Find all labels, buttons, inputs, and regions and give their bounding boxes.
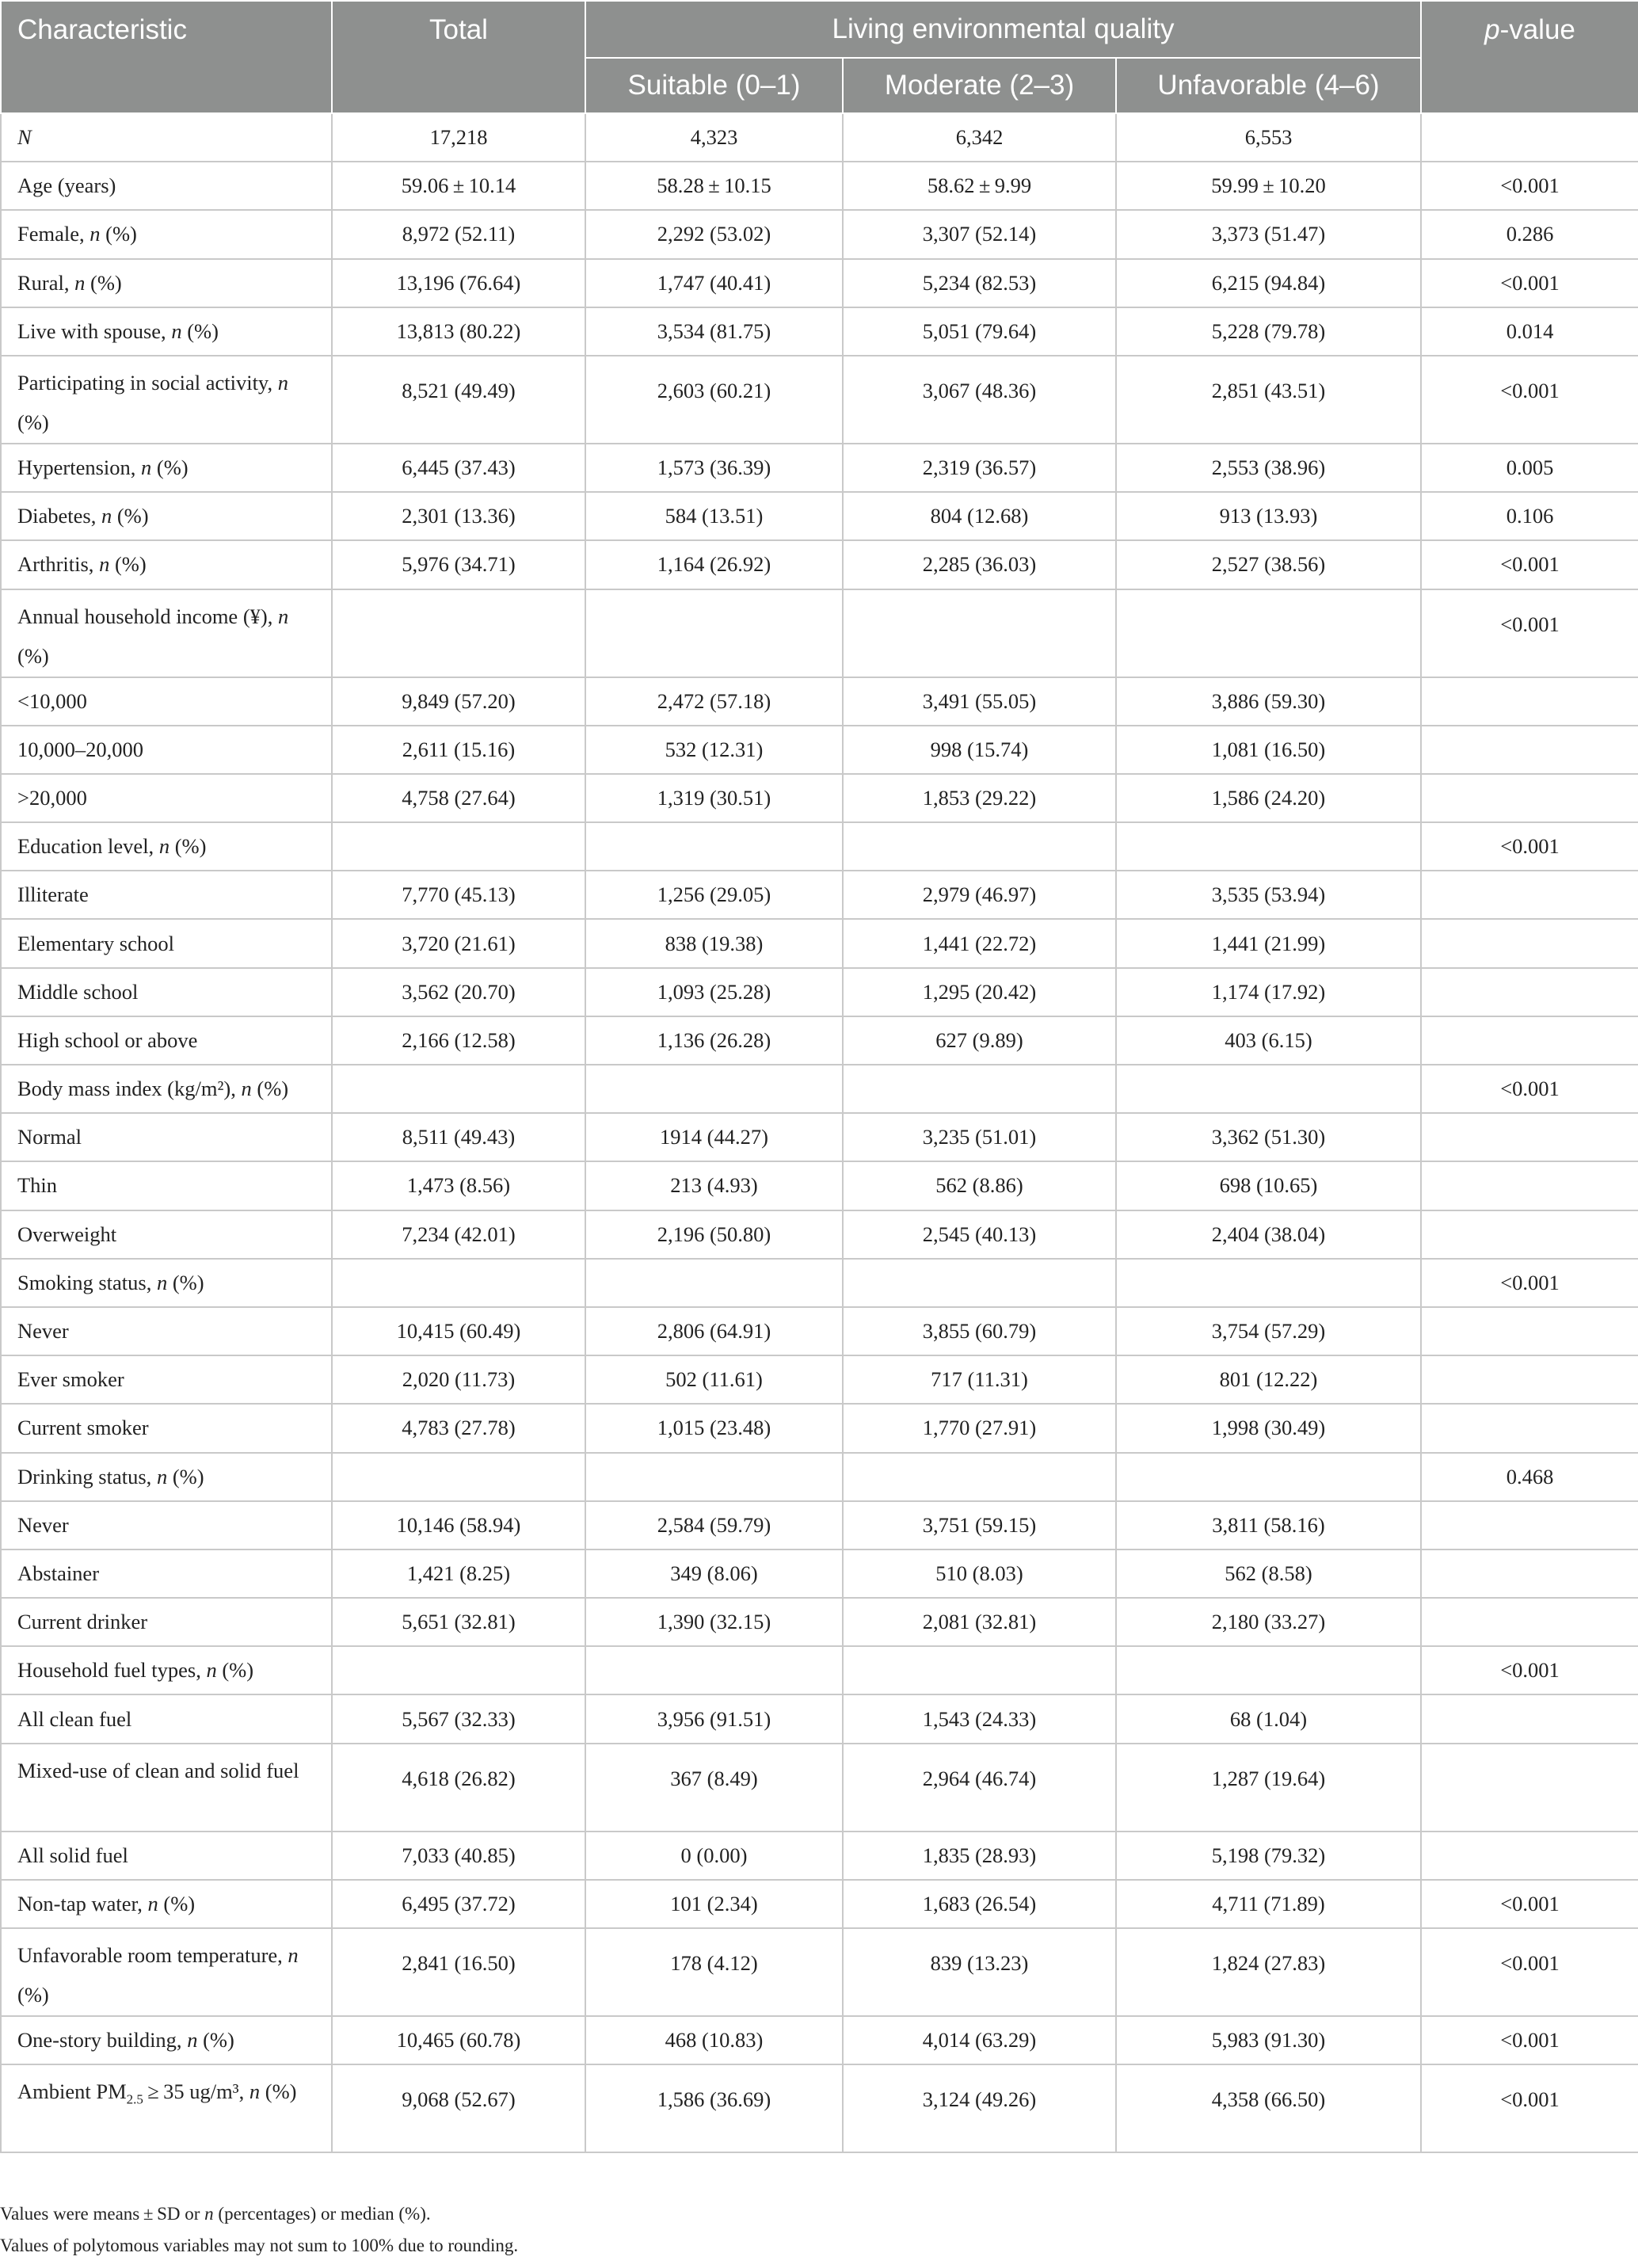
- table-row: [1, 1210, 1638, 1259]
- cell-unfavorable: 1,998 (30.49): [1116, 1404, 1421, 1452]
- cell-unfavorable: 59.99 ± 10.20: [1116, 162, 1421, 210]
- cell-unfavorable: 3,754 (57.29): [1116, 1307, 1421, 1355]
- table-row: [1, 1549, 1638, 1598]
- cell-total: 1,421 (8.25): [332, 1549, 585, 1598]
- cell-moderate: 2,285 (36.03): [843, 540, 1116, 589]
- header-characteristic: Characteristic: [1, 1, 332, 113]
- cell-total: [332, 822, 585, 871]
- cell-moderate: 510 (8.03): [843, 1549, 1116, 1598]
- table-row: [1, 871, 1638, 919]
- cell-unfavorable: 3,362 (51.30): [1116, 1113, 1421, 1161]
- cell-pvalue: [1421, 1016, 1638, 1065]
- cell-total: 8,521 (49.49): [332, 356, 585, 444]
- row-label: Mixed-use of clean and solid fuel: [1, 1744, 332, 1832]
- cell-unfavorable: 6,215 (94.84): [1116, 259, 1421, 307]
- table-row: [1, 259, 1638, 307]
- cell-suitable: [585, 1646, 843, 1694]
- table-row: [1, 726, 1638, 774]
- cell-total: 5,567 (32.33): [332, 1694, 585, 1743]
- cell-moderate: [843, 1065, 1116, 1113]
- cell-pvalue: [1421, 1744, 1638, 1832]
- cell-total: 4,618 (26.82): [332, 1744, 585, 1832]
- cell-moderate: 5,234 (82.53): [843, 259, 1116, 307]
- cell-unfavorable: 1,586 (24.20): [1116, 774, 1421, 822]
- cell-moderate: 2,081 (32.81): [843, 1598, 1116, 1646]
- row-label: Female, n (%): [1, 210, 332, 258]
- cell-moderate: 1,295 (20.42): [843, 968, 1116, 1016]
- cell-suitable: 1,319 (30.51): [585, 774, 843, 822]
- cell-unfavorable: [1116, 1065, 1421, 1113]
- table-row: [1, 2064, 1638, 2152]
- cell-suitable: 584 (13.51): [585, 492, 843, 540]
- cell-suitable: 1,390 (32.15): [585, 1598, 843, 1646]
- row-label: >20,000: [1, 774, 332, 822]
- cell-unfavorable: [1116, 1646, 1421, 1694]
- table-row: [1, 919, 1638, 967]
- cell-unfavorable: [1116, 1259, 1421, 1307]
- table-row: [1, 822, 1638, 871]
- cell-moderate: [843, 822, 1116, 871]
- cell-pvalue: [1421, 1355, 1638, 1404]
- cell-unfavorable: 2,851 (43.51): [1116, 356, 1421, 444]
- table-row: [1, 1694, 1638, 1743]
- table-row: [1, 1744, 1638, 1832]
- cell-suitable: 2,584 (59.79): [585, 1501, 843, 1549]
- cell-unfavorable: 5,983 (91.30): [1116, 2016, 1421, 2064]
- table-row: [1, 1161, 1638, 1210]
- cell-moderate: 998 (15.74): [843, 726, 1116, 774]
- cell-suitable: 2,806 (64.91): [585, 1307, 843, 1355]
- cell-unfavorable: 2,180 (33.27): [1116, 1598, 1421, 1646]
- table-row: [1, 1598, 1638, 1646]
- cell-moderate: [843, 1646, 1116, 1694]
- cell-suitable: 0 (0.00): [585, 1832, 843, 1880]
- table-row: [1, 1065, 1638, 1113]
- note-line: Values of polytomous variables may not sum to 100% due to rounding.: [0, 2236, 519, 2255]
- table-row: [1, 968, 1638, 1016]
- table-row: [1, 492, 1638, 540]
- row-label: Non-tap water, n (%): [1, 1880, 332, 1928]
- cell-unfavorable: 6,553: [1116, 113, 1421, 162]
- cell-pvalue: [1421, 1549, 1638, 1598]
- cell-pvalue: <0.001: [1421, 1646, 1638, 1694]
- cell-moderate: 1,543 (24.33): [843, 1694, 1116, 1743]
- row-label: Smoking status, n (%): [1, 1259, 332, 1307]
- cell-total: 10,146 (58.94): [332, 1501, 585, 1549]
- cell-suitable: 1,747 (40.41): [585, 259, 843, 307]
- cell-pvalue: [1421, 919, 1638, 967]
- cell-suitable: 502 (11.61): [585, 1355, 843, 1404]
- cell-total: 6,495 (37.72): [332, 1880, 585, 1928]
- cell-total: 1,473 (8.56): [332, 1161, 585, 1210]
- row-label: 10,000–20,000: [1, 726, 332, 774]
- cell-moderate: 1,835 (28.93): [843, 1832, 1116, 1880]
- cell-pvalue: <0.001: [1421, 540, 1638, 589]
- cell-total: 7,234 (42.01): [332, 1210, 585, 1259]
- row-label: High school or above: [1, 1016, 332, 1065]
- cell-pvalue: 0.014: [1421, 307, 1638, 356]
- cell-moderate: 1,683 (26.54): [843, 1880, 1116, 1928]
- cell-total: [332, 1453, 585, 1501]
- cell-unfavorable: 2,404 (38.04): [1116, 1210, 1421, 1259]
- row-label: Rural, n (%): [1, 259, 332, 307]
- header-unfavorable: Unfavorable (4–6): [1116, 58, 1421, 113]
- cell-suitable: 178 (4.12): [585, 1928, 843, 2016]
- cell-suitable: 1,136 (26.28): [585, 1016, 843, 1065]
- cell-total: [332, 1065, 585, 1113]
- table-row: [1, 444, 1638, 492]
- cell-moderate: 3,307 (52.14): [843, 210, 1116, 258]
- table-row: [1, 774, 1638, 822]
- cell-total: 17,218: [332, 113, 585, 162]
- cell-pvalue: <0.001: [1421, 356, 1638, 444]
- cell-total: 7,770 (45.13): [332, 871, 585, 919]
- cell-suitable: 1,586 (36.69): [585, 2064, 843, 2152]
- cell-suitable: 3,534 (81.75): [585, 307, 843, 356]
- cell-suitable: 2,603 (60.21): [585, 356, 843, 444]
- table-row: [1, 1501, 1638, 1549]
- cell-total: 8,511 (49.43): [332, 1113, 585, 1161]
- cell-total: [332, 1646, 585, 1694]
- table-row: [1, 1453, 1638, 1501]
- cell-total: 2,166 (12.58): [332, 1016, 585, 1065]
- header-moderate: Moderate (2–3): [843, 58, 1116, 113]
- note-line: Values were means ± SD or n (percentages) or median (%).: [0, 2204, 431, 2224]
- row-label: Annual household income (¥), n (%): [1, 589, 332, 677]
- row-label: Hypertension, n (%): [1, 444, 332, 492]
- cell-suitable: 1,015 (23.48): [585, 1404, 843, 1452]
- cell-unfavorable: 4,711 (71.89): [1116, 1880, 1421, 1928]
- cell-unfavorable: 5,228 (79.78): [1116, 307, 1421, 356]
- cell-pvalue: <0.001: [1421, 589, 1638, 677]
- cell-unfavorable: 913 (13.93): [1116, 492, 1421, 540]
- cell-pvalue: [1421, 1694, 1638, 1743]
- row-label: Normal: [1, 1113, 332, 1161]
- cell-unfavorable: 1,174 (17.92): [1116, 968, 1421, 1016]
- cell-unfavorable: 3,811 (58.16): [1116, 1501, 1421, 1549]
- cell-suitable: 58.28 ± 10.15: [585, 162, 843, 210]
- cell-pvalue: <0.001: [1421, 822, 1638, 871]
- cell-total: [332, 1259, 585, 1307]
- row-label: Body mass index (kg/m²), n (%): [1, 1065, 332, 1113]
- cell-moderate: 562 (8.86): [843, 1161, 1116, 1210]
- table-row: [1, 1259, 1638, 1307]
- table-row: [1, 307, 1638, 356]
- cell-suitable: 3,956 (91.51): [585, 1694, 843, 1743]
- table-row: [1, 589, 1638, 677]
- cell-suitable: 2,472 (57.18): [585, 677, 843, 726]
- cell-suitable: 349 (8.06): [585, 1549, 843, 1598]
- cell-unfavorable: 3,886 (59.30): [1116, 677, 1421, 726]
- row-label: Thin: [1, 1161, 332, 1210]
- cell-pvalue: <0.001: [1421, 2064, 1638, 2152]
- cell-total: 13,196 (76.64): [332, 259, 585, 307]
- cell-moderate: 1,770 (27.91): [843, 1404, 1116, 1452]
- row-label: Middle school: [1, 968, 332, 1016]
- cell-moderate: 4,014 (63.29): [843, 2016, 1116, 2064]
- cell-total: 59.06 ± 10.14: [332, 162, 585, 210]
- row-label: Illiterate: [1, 871, 332, 919]
- cell-unfavorable: 4,358 (66.50): [1116, 2064, 1421, 2152]
- cell-pvalue: [1421, 726, 1638, 774]
- cell-pvalue: 0.005: [1421, 444, 1638, 492]
- cell-moderate: 804 (12.68): [843, 492, 1116, 540]
- cell-pvalue: <0.001: [1421, 259, 1638, 307]
- row-label: Education level, n (%): [1, 822, 332, 871]
- cell-moderate: 3,235 (51.01): [843, 1113, 1116, 1161]
- cell-unfavorable: 3,373 (51.47): [1116, 210, 1421, 258]
- cell-total: 8,972 (52.11): [332, 210, 585, 258]
- table-row: [1, 1307, 1638, 1355]
- cell-unfavorable: [1116, 1453, 1421, 1501]
- table-row: [1, 1880, 1638, 1928]
- cell-total: [332, 589, 585, 677]
- cell-moderate: 839 (13.23): [843, 1928, 1116, 2016]
- row-label: Ambient $PM_{2.5} \ge 35$ ug/m³, n (%): [1, 2064, 332, 2152]
- row-label: Live with spouse, n (%): [1, 307, 332, 356]
- cell-total: 10,465 (60.78): [332, 2016, 585, 2064]
- table-row: [1, 1928, 1638, 2016]
- cell-unfavorable: 1,081 (16.50): [1116, 726, 1421, 774]
- cell-suitable: 2,292 (53.02): [585, 210, 843, 258]
- table-row: [1, 1404, 1638, 1452]
- cell-moderate: 3,491 (55.05): [843, 677, 1116, 726]
- cell-moderate: 3,067 (48.36): [843, 356, 1116, 444]
- cell-total: 5,651 (32.81): [332, 1598, 585, 1646]
- cell-pvalue: [1421, 968, 1638, 1016]
- cell-pvalue: [1421, 1501, 1638, 1549]
- cell-moderate: [843, 589, 1116, 677]
- cell-pvalue: [1421, 871, 1638, 919]
- cell-unfavorable: 1,824 (27.83): [1116, 1928, 1421, 2016]
- cell-unfavorable: 1,441 (21.99): [1116, 919, 1421, 967]
- table-row: [1, 162, 1638, 210]
- row-label: Age (years): [1, 162, 332, 210]
- cell-total: 2,301 (13.36): [332, 492, 585, 540]
- cell-pvalue: <0.001: [1421, 1880, 1638, 1928]
- row-label: <10,000: [1, 677, 332, 726]
- table-row: [1, 210, 1638, 258]
- row-label: Current drinker: [1, 1598, 332, 1646]
- cell-suitable: 1,573 (36.39): [585, 444, 843, 492]
- cell-moderate: [843, 1453, 1116, 1501]
- cell-total: 3,562 (20.70): [332, 968, 585, 1016]
- cell-pvalue: [1421, 1307, 1638, 1355]
- cell-moderate: 627 (9.89): [843, 1016, 1116, 1065]
- cell-total: 7,033 (40.85): [332, 1832, 585, 1880]
- cell-unfavorable: 68 (1.04): [1116, 1694, 1421, 1743]
- cell-pvalue: [1421, 677, 1638, 726]
- cell-total: 9,849 (57.20): [332, 677, 585, 726]
- cell-suitable: 838 (19.38): [585, 919, 843, 967]
- cell-total: 13,813 (80.22): [332, 307, 585, 356]
- row-label: Ever smoker: [1, 1355, 332, 1404]
- row-label: All solid fuel: [1, 1832, 332, 1880]
- table-row: [1, 2016, 1638, 2064]
- table-row: [1, 1355, 1638, 1404]
- cell-pvalue: 0.106: [1421, 492, 1638, 540]
- cell-suitable: 1,164 (26.92): [585, 540, 843, 589]
- cell-pvalue: [1421, 113, 1638, 162]
- cell-pvalue: 0.286: [1421, 210, 1638, 258]
- table-row: [1, 356, 1638, 444]
- row-label: One-story building, n (%): [1, 2016, 332, 2064]
- cell-unfavorable: 1,287 (19.64): [1116, 1744, 1421, 1832]
- cell-moderate: 58.62 ± 9.99: [843, 162, 1116, 210]
- cell-pvalue: [1421, 1210, 1638, 1259]
- cell-total: 2,841 (16.50): [332, 1928, 585, 2016]
- cell-moderate: 3,751 (59.15): [843, 1501, 1116, 1549]
- cell-pvalue: <0.001: [1421, 1259, 1638, 1307]
- cell-pvalue: [1421, 1832, 1638, 1880]
- header-suitable: Suitable (0–1): [585, 58, 843, 113]
- row-label: All clean fuel: [1, 1694, 332, 1743]
- cell-moderate: 3,124 (49.26): [843, 2064, 1116, 2152]
- cell-pvalue: [1421, 1113, 1638, 1161]
- cell-suitable: 367 (8.49): [585, 1744, 843, 1832]
- cell-suitable: [585, 589, 843, 677]
- cell-pvalue: [1421, 774, 1638, 822]
- cell-unfavorable: 3,535 (53.94): [1116, 871, 1421, 919]
- cell-pvalue: [1421, 1161, 1638, 1210]
- cell-total: 9,068 (52.67): [332, 2064, 585, 2152]
- cell-total: 4,758 (27.64): [332, 774, 585, 822]
- table-row: [1, 540, 1638, 589]
- header-group: Living environmental quality: [585, 1, 1421, 58]
- cell-unfavorable: 2,553 (38.96): [1116, 444, 1421, 492]
- row-label: Drinking status, n (%): [1, 1453, 332, 1501]
- table-row: [1, 1113, 1638, 1161]
- cell-moderate: [843, 1259, 1116, 1307]
- cell-total: 3,720 (21.61): [332, 919, 585, 967]
- row-label: Current smoker: [1, 1404, 332, 1452]
- cell-suitable: 1914 (44.27): [585, 1113, 843, 1161]
- cell-moderate: 2,964 (46.74): [843, 1744, 1116, 1832]
- cell-moderate: 717 (11.31): [843, 1355, 1116, 1404]
- cell-suitable: [585, 1453, 843, 1501]
- cell-suitable: 532 (12.31): [585, 726, 843, 774]
- cell-unfavorable: 2,527 (38.56): [1116, 540, 1421, 589]
- cell-suitable: 468 (10.83): [585, 2016, 843, 2064]
- cell-pvalue: <0.001: [1421, 2016, 1638, 2064]
- cell-moderate: 2,319 (36.57): [843, 444, 1116, 492]
- cell-suitable: 1,256 (29.05): [585, 871, 843, 919]
- cell-suitable: 4,323: [585, 113, 843, 162]
- row-label: Diabetes, n (%): [1, 492, 332, 540]
- row-label: Never: [1, 1307, 332, 1355]
- cell-pvalue: [1421, 1598, 1638, 1646]
- cell-pvalue: [1421, 1404, 1638, 1452]
- table-row: [1, 1646, 1638, 1694]
- cell-suitable: 1,093 (25.28): [585, 968, 843, 1016]
- row-label: Participating in social activity, n (%): [1, 356, 332, 444]
- row-label: Unfavorable room temperature, n (%): [1, 1928, 332, 2016]
- cell-suitable: 101 (2.34): [585, 1880, 843, 1928]
- row-label: Overweight: [1, 1210, 332, 1259]
- row-label: Elementary school: [1, 919, 332, 967]
- table-row: [1, 113, 1638, 162]
- cell-pvalue: <0.001: [1421, 162, 1638, 210]
- cell-pvalue: <0.001: [1421, 1065, 1638, 1113]
- table-row: [1, 677, 1638, 726]
- table-row: [1, 1016, 1638, 1065]
- cell-unfavorable: 801 (12.22): [1116, 1355, 1421, 1404]
- table-notes: [0, 2198, 518, 2262]
- row-label: Abstainer: [1, 1549, 332, 1598]
- table-row: [1, 1832, 1638, 1880]
- cell-unfavorable: 698 (10.65): [1116, 1161, 1421, 1210]
- cell-moderate: 1,853 (29.22): [843, 774, 1116, 822]
- cell-total: 2,611 (15.16): [332, 726, 585, 774]
- cell-unfavorable: [1116, 589, 1421, 677]
- cell-suitable: [585, 1065, 843, 1113]
- cell-suitable: [585, 822, 843, 871]
- cell-suitable: [585, 1259, 843, 1307]
- row-label: Never: [1, 1501, 332, 1549]
- header-pvalue: p-value: [1421, 1, 1638, 113]
- cell-moderate: 2,979 (46.97): [843, 871, 1116, 919]
- cell-unfavorable: 403 (6.15): [1116, 1016, 1421, 1065]
- cell-moderate: 1,441 (22.72): [843, 919, 1116, 967]
- cell-suitable: 213 (4.93): [585, 1161, 843, 1210]
- cell-unfavorable: [1116, 822, 1421, 871]
- row-label: N: [1, 113, 332, 162]
- cell-total: 5,976 (34.71): [332, 540, 585, 589]
- cell-total: 4,783 (27.78): [332, 1404, 585, 1452]
- cell-moderate: 3,855 (60.79): [843, 1307, 1116, 1355]
- cell-total: 10,415 (60.49): [332, 1307, 585, 1355]
- row-label: Household fuel types, n (%): [1, 1646, 332, 1694]
- cell-pvalue: 0.468: [1421, 1453, 1638, 1501]
- header-total: Total: [332, 1, 585, 113]
- cell-unfavorable: 5,198 (79.32): [1116, 1832, 1421, 1880]
- cell-moderate: 5,051 (79.64): [843, 307, 1116, 356]
- row-label: Arthritis, n (%): [1, 540, 332, 589]
- cell-moderate: 2,545 (40.13): [843, 1210, 1116, 1259]
- cell-unfavorable: 562 (8.58): [1116, 1549, 1421, 1598]
- cell-suitable: 2,196 (50.80): [585, 1210, 843, 1259]
- cell-total: 2,020 (11.73): [332, 1355, 585, 1404]
- cell-pvalue: <0.001: [1421, 1928, 1638, 2016]
- cell-moderate: 6,342: [843, 113, 1116, 162]
- cell-total: 6,445 (37.43): [332, 444, 585, 492]
